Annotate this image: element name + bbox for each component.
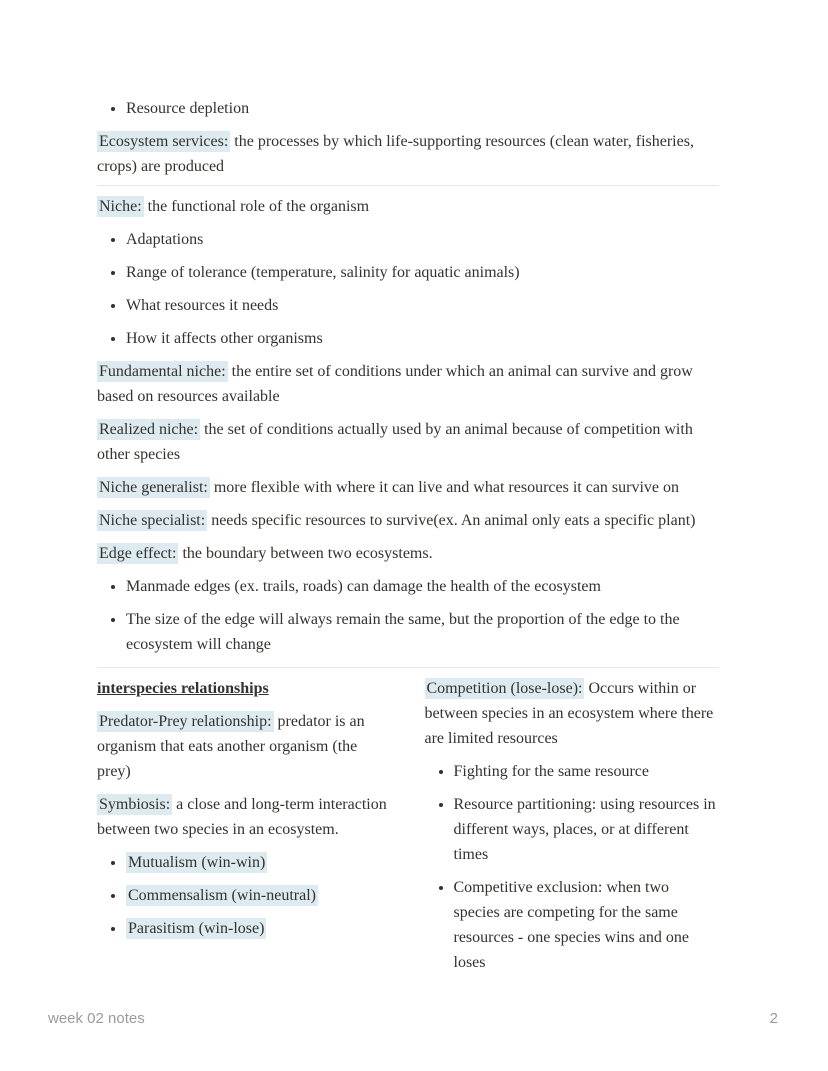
paragraph-fundamental-niche bbox=[97, 359, 719, 409]
list-item bbox=[126, 607, 719, 657]
section-heading-text: interspecies relationships bbox=[97, 680, 269, 697]
page-content bbox=[97, 96, 719, 975]
list-item-text: Range of tolerance (temperature, salinity for aquatic animals) bbox=[126, 264, 520, 281]
list-item bbox=[126, 293, 719, 318]
highlighted-term: Parasitism (win-lose) bbox=[128, 920, 265, 937]
paragraph-text: the processes by which life-supporting resources (clean water, fisheries, crops) are produced bbox=[97, 133, 694, 175]
paragraph-niche-specialist bbox=[97, 508, 719, 533]
list-item bbox=[126, 227, 719, 252]
bullet-list-symbiosis-types bbox=[97, 850, 392, 941]
list-item-text: Manmade edges (ex. trails, roads) can damage the health of the ecosystem bbox=[126, 578, 601, 595]
list-item bbox=[126, 574, 719, 599]
paragraph-text: predator is an organism that eats another organism (the prey) bbox=[97, 713, 365, 780]
paragraph-niche bbox=[97, 194, 719, 219]
list-item bbox=[126, 850, 392, 875]
list-item bbox=[126, 96, 719, 121]
list-item bbox=[126, 260, 719, 285]
paragraph-realized-niche bbox=[97, 417, 719, 467]
list-item bbox=[454, 792, 720, 867]
column-right bbox=[425, 676, 720, 975]
list-item-text: How it affects other organisms bbox=[126, 330, 323, 347]
highlighted-term: Predator-Prey relationship: bbox=[99, 713, 272, 730]
column-left bbox=[97, 676, 392, 975]
section-divider bbox=[97, 185, 719, 186]
highlighted-term: Niche: bbox=[99, 198, 142, 215]
highlighted-term: Edge effect: bbox=[99, 545, 177, 562]
section-divider bbox=[97, 667, 719, 668]
footer-page-number: 2 bbox=[769, 1010, 778, 1027]
paragraph-text: Occurs within or between species in an ecosystem where there are limited resources bbox=[424, 680, 714, 747]
list-item bbox=[454, 875, 720, 975]
list-item-text: What resources it needs bbox=[126, 297, 279, 314]
bullet-list-niche bbox=[97, 227, 719, 351]
highlighted-term: Realized niche: bbox=[99, 421, 199, 438]
highlighted-term: Symbiosis: bbox=[99, 796, 171, 813]
list-item bbox=[126, 883, 392, 908]
highlighted-term: Commensalism (win-neutral) bbox=[128, 887, 316, 904]
paragraph-niche-generalist bbox=[97, 475, 719, 500]
list-item-text: Resource partitioning: using resources in different ways, places, or at different times bbox=[453, 796, 716, 863]
two-column-section bbox=[97, 676, 719, 975]
paragraph-text: the functional role of the organism bbox=[143, 198, 370, 215]
bullet-list-top bbox=[97, 96, 719, 121]
highlighted-term: Competition (lose-lose): bbox=[426, 680, 583, 697]
highlighted-term: Niche generalist: bbox=[99, 479, 208, 496]
list-item-text: Competitive exclusion: when two species are competing for the same resources - one species wins and one loses bbox=[453, 879, 689, 971]
list-item bbox=[126, 916, 392, 941]
list-item-text: The size of the edge will always remain the same, but the proportion of the edge to the ecosystem will change bbox=[126, 611, 680, 653]
highlighted-term: Fundamental niche: bbox=[99, 363, 226, 380]
paragraph-text: the entire set of conditions under which an animal can survive and grow based on resources available bbox=[97, 363, 693, 405]
list-item-text: Adaptations bbox=[126, 231, 204, 248]
bullet-list-edge bbox=[97, 574, 719, 657]
bullet-list-competition bbox=[425, 759, 720, 975]
highlighted-term: Mutualism (win-win) bbox=[128, 854, 266, 871]
paragraph-text: more flexible with where it can live and what resources it can survive on bbox=[209, 479, 680, 496]
list-item-text: Resource depletion bbox=[126, 100, 250, 117]
paragraph-text: a close and long-term interaction between two species in an ecosystem. bbox=[97, 796, 387, 838]
paragraph-text: the boundary between two ecosystems. bbox=[178, 545, 433, 562]
list-item bbox=[126, 326, 719, 351]
highlighted-term: Niche specialist: bbox=[99, 512, 206, 529]
paragraph-ecosystem-services bbox=[97, 129, 719, 179]
paragraph-predator-prey bbox=[97, 709, 392, 784]
section-heading bbox=[97, 676, 392, 701]
paragraph-text: needs specific resources to survive(ex. An animal only eats a specific plant) bbox=[207, 512, 696, 529]
paragraph-competition bbox=[425, 676, 720, 751]
paragraph-text: the set of conditions actually used by an animal because of competition with other species bbox=[97, 421, 693, 463]
paragraph-symbiosis bbox=[97, 792, 392, 842]
highlighted-term: Ecosystem services: bbox=[99, 133, 229, 150]
list-item-text: Fighting for the same resource bbox=[453, 763, 649, 780]
paragraph-edge-effect bbox=[97, 541, 719, 566]
footer-doc-title: week 02 notes bbox=[48, 1010, 145, 1027]
list-item bbox=[454, 759, 720, 784]
page-footer bbox=[48, 1010, 778, 1027]
